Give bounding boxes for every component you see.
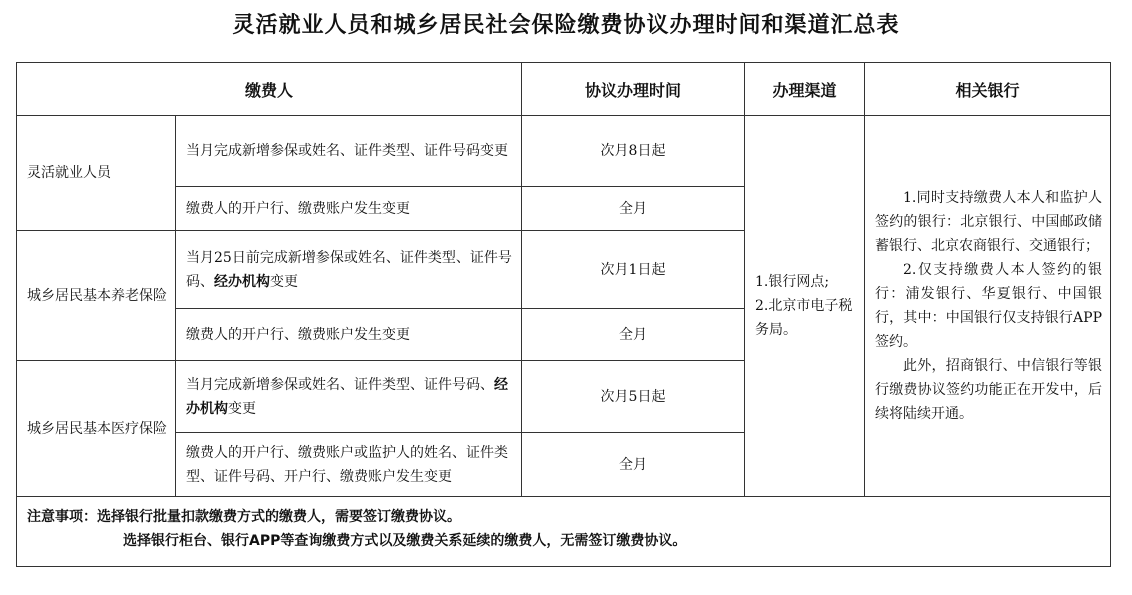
condition-text: 变更 bbox=[228, 400, 256, 417]
channel-line-2: 2.北京市电子税务局。 bbox=[755, 298, 853, 338]
time-cell: 次月8日起 bbox=[522, 116, 745, 187]
bank-paragraph-2: 2.仅支持缴费人本人签约的银行：浦发银行、华夏银行、中国银行，其中：中国银行仅支持银行APP签约。 bbox=[875, 262, 1103, 350]
condition-bold-text: 经办机构 bbox=[214, 273, 270, 290]
time-cell: 次月1日起 bbox=[522, 231, 745, 309]
condition-bold-text: 经办机构 bbox=[186, 376, 508, 417]
payer-type-medical: 城乡居民基本医疗保险 bbox=[17, 361, 176, 497]
summary-table bbox=[16, 62, 1111, 567]
bank-paragraph-3: 此外，招商银行、中信银行等银行缴费协议签约功能正在开发中，后续将陆续开通。 bbox=[875, 358, 1103, 422]
channel-cell bbox=[745, 116, 865, 497]
condition-cell: 缴费人的开户行、缴费账户或监护人的姓名、证件类型、证件号码、开户行、缴费账户发生变更 bbox=[176, 433, 522, 497]
condition-cell: 当月完成新增参保或姓名、证件类型、证件号码变更 bbox=[176, 116, 522, 187]
time-cell: 次月5日起 bbox=[522, 361, 745, 433]
note-row bbox=[17, 497, 1111, 567]
condition-cell bbox=[176, 231, 522, 309]
header-bank: 相关银行 bbox=[865, 63, 1111, 116]
condition-text: 变更 bbox=[270, 273, 298, 290]
note-cell bbox=[17, 497, 1111, 567]
condition-cell: 缴费人的开户行、缴费账户发生变更 bbox=[176, 187, 522, 231]
header-payer: 缴费人 bbox=[17, 63, 522, 116]
table-row bbox=[17, 116, 1111, 187]
header-time: 协议办理时间 bbox=[522, 63, 745, 116]
note-line-2: 选择银行柜台、银行APP等查询缴费方式以及缴费关系延续的缴费人，无需签订缴费协议。 bbox=[123, 533, 687, 549]
condition-cell: 缴费人的开户行、缴费账户发生变更 bbox=[176, 309, 522, 361]
payer-type-flexible: 灵活就业人员 bbox=[17, 116, 176, 231]
bank-cell bbox=[865, 116, 1111, 497]
time-cell: 全月 bbox=[522, 187, 745, 231]
channel-line-1: 1.银行网点; bbox=[755, 274, 830, 290]
payer-type-pension: 城乡居民基本养老保险 bbox=[17, 231, 176, 361]
condition-text: 当月25日前完成新增参保或姓名、证件类型、证件号码、 bbox=[186, 249, 512, 290]
time-cell: 全月 bbox=[522, 309, 745, 361]
condition-cell bbox=[176, 361, 522, 433]
page-title: 灵活就业人员和城乡居民社会保险缴费协议办理时间和渠道汇总表 bbox=[232, 12, 900, 38]
time-cell: 全月 bbox=[522, 433, 745, 497]
condition-text: 当月完成新增参保或姓名、证件类型、证件号码、 bbox=[186, 376, 494, 393]
note-line-1: 注意事项：选择银行批量扣款缴费方式的缴费人，需要签订缴费协议。 bbox=[27, 509, 461, 525]
header-row bbox=[17, 63, 1111, 116]
bank-paragraph-1: 1.同时支持缴费人本人和监护人签约的银行：北京银行、中国邮政储蓄银行、北京农商银行、交通银行； bbox=[875, 190, 1103, 254]
header-channel: 办理渠道 bbox=[745, 63, 865, 116]
